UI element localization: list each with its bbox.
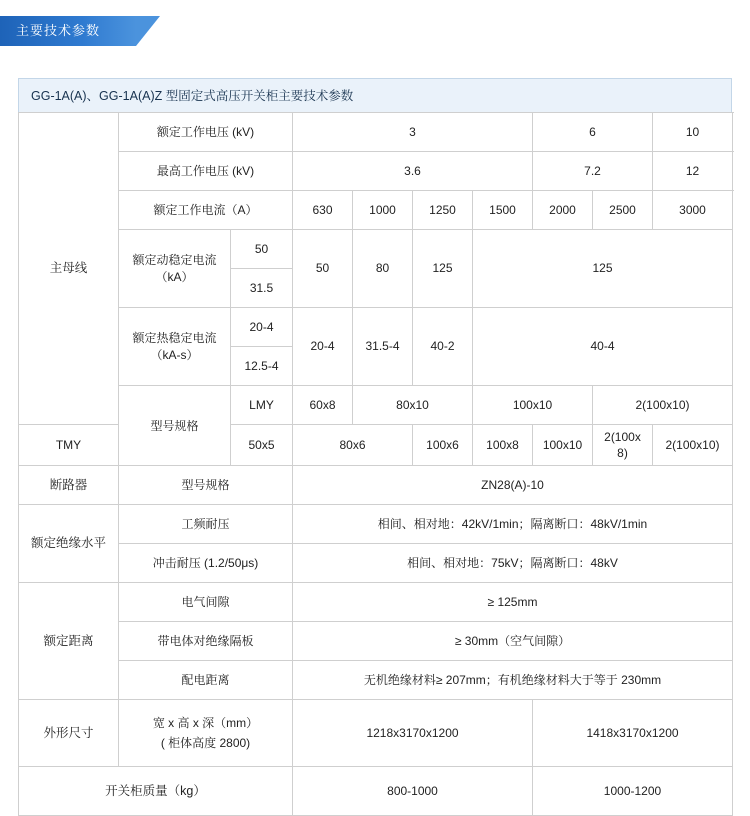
cell-dynamic-50: 50 bbox=[293, 230, 353, 308]
cell-dynamic-80: 80 bbox=[353, 230, 413, 308]
group-label-weight: 开关柜质量（kg） bbox=[19, 767, 293, 816]
group-label-insulation: 额定绝缘水平 bbox=[19, 505, 119, 583]
cell-rated-current-630: 630 bbox=[293, 191, 353, 230]
table-row bbox=[19, 230, 733, 269]
cell-thermal-204: 20-4 bbox=[293, 308, 353, 386]
cell-tmy-2-100x10: 2(100x10) bbox=[653, 425, 733, 466]
table-row bbox=[19, 466, 733, 505]
cell-rated-current-3000: 3000 bbox=[653, 191, 733, 230]
cell-live-to-barrier-value: ≥ 30mm（空气间隙） bbox=[293, 622, 733, 661]
cell-model-lmy-name: LMY bbox=[231, 386, 293, 425]
table-row bbox=[19, 622, 733, 661]
cell-thermal-404: 40-4 bbox=[473, 308, 733, 386]
cell-breaker-model-value: ZN28(A)-10 bbox=[293, 466, 733, 505]
cell-dynamic-first-315: 31.5 bbox=[231, 269, 293, 308]
row-label-rated-voltage: 额定工作电压 (kV) bbox=[119, 113, 293, 152]
cell-dimension-1418: 1418x3170x1200 bbox=[533, 700, 733, 767]
cell-rated-voltage-10: 10 bbox=[653, 113, 733, 152]
row-label-power-frequency: 工频耐压 bbox=[119, 505, 293, 544]
cell-electric-clearance-value: ≥ 125mm bbox=[293, 583, 733, 622]
table-caption: GG-1A(A)、GG-1A(A)Z 型固定式高压开关柜主要技术参数 bbox=[18, 78, 732, 112]
cell-tmy-100x10: 100x10 bbox=[533, 425, 593, 466]
spec-table bbox=[18, 112, 733, 816]
row-label-dimension bbox=[119, 700, 293, 767]
cell-thermal-3154: 31.5-4 bbox=[353, 308, 413, 386]
cell-lmy-2-100x10: 2(100x10) bbox=[593, 386, 733, 425]
cell-dynamic-first-50: 50 bbox=[231, 230, 293, 269]
cell-tmy-2-100x8: 2(100x8) bbox=[593, 425, 653, 466]
cell-tmy-50x5: 50x5 bbox=[231, 425, 293, 466]
cell-model-tmy-name: TMY bbox=[19, 425, 119, 466]
group-label-breaker: 断路器 bbox=[19, 466, 119, 505]
row-label-live-to-barrier: 带电体对绝缘隔板 bbox=[119, 622, 293, 661]
cell-impulse-value: 相间、相对地：75kV；隔离断口：48kV bbox=[293, 544, 733, 583]
cell-lmy-100x10: 100x10 bbox=[473, 386, 593, 425]
cell-max-voltage-36: 3.6 bbox=[293, 152, 533, 191]
cell-tmy-100x8: 100x8 bbox=[473, 425, 533, 466]
table-row bbox=[19, 308, 733, 347]
table-row bbox=[19, 505, 733, 544]
cell-rated-current-1500: 1500 bbox=[473, 191, 533, 230]
table-row bbox=[19, 544, 733, 583]
table-row bbox=[19, 700, 733, 767]
cell-lmy-80x10: 80x10 bbox=[353, 386, 473, 425]
cell-rated-current-1000: 1000 bbox=[353, 191, 413, 230]
cell-rated-voltage-6: 6 bbox=[533, 113, 653, 152]
cell-thermal-402: 40-2 bbox=[413, 308, 473, 386]
cell-thermal-first-1254: 12.5-4 bbox=[231, 347, 293, 386]
dimension-label-line1: 宽 x 高 x 深（mm） bbox=[152, 715, 259, 730]
cell-distribution-distance-value: 无机绝缘材料≥ 207mm；有机绝缘材料大于等于 230mm bbox=[293, 661, 733, 700]
cell-dynamic-125a: 125 bbox=[413, 230, 473, 308]
group-label-dimension: 外形尺寸 bbox=[19, 700, 119, 767]
section-title: 主要技术参数 bbox=[16, 23, 101, 38]
banner-tail-shape bbox=[136, 16, 160, 46]
row-label-electric-clearance: 电气间隙 bbox=[119, 583, 293, 622]
section-banner bbox=[0, 16, 160, 46]
row-label-distribution-distance: 配电距离 bbox=[119, 661, 293, 700]
cell-dimension-1218: 1218x3170x1200 bbox=[293, 700, 533, 767]
table-row bbox=[19, 767, 733, 816]
cell-rated-current-2500: 2500 bbox=[593, 191, 653, 230]
cell-tmy-100x6: 100x6 bbox=[413, 425, 473, 466]
row-label-breaker-model: 型号规格 bbox=[119, 466, 293, 505]
cell-tmy-80x6: 80x6 bbox=[293, 425, 413, 466]
table-row bbox=[19, 113, 733, 152]
table-row bbox=[19, 386, 733, 425]
row-label-thermal-stability: 额定热稳定电流（kA-s） bbox=[119, 308, 231, 386]
row-label-dynamic-stability: 额定动稳定电流（kA） bbox=[119, 230, 231, 308]
row-label-rated-current: 额定工作电流（A） bbox=[119, 191, 293, 230]
cell-max-voltage-12: 12 bbox=[653, 152, 733, 191]
spec-table-container bbox=[18, 78, 732, 816]
dimension-label-line2: ( 柜体高度 2800) bbox=[160, 736, 251, 751]
table-row bbox=[19, 661, 733, 700]
cell-rated-current-1250: 1250 bbox=[413, 191, 473, 230]
table-row bbox=[19, 191, 733, 230]
group-label-distance: 额定距离 bbox=[19, 583, 119, 700]
table-row bbox=[19, 152, 733, 191]
cell-weight-800-1000: 800-1000 bbox=[293, 767, 533, 816]
cell-rated-voltage-3: 3 bbox=[293, 113, 533, 152]
table-row bbox=[19, 583, 733, 622]
cell-power-frequency-value: 相间、相对地：42kV/1min；隔离断口：48kV/1min bbox=[293, 505, 733, 544]
cell-weight-1000-1200: 1000-1200 bbox=[533, 767, 733, 816]
row-label-max-voltage: 最高工作电压 (kV) bbox=[119, 152, 293, 191]
row-label-impulse: 冲击耐压 (1.2/50μs) bbox=[119, 544, 293, 583]
row-label-model-spec: 型号规格 bbox=[119, 386, 231, 466]
group-label-busbar: 主母线 bbox=[19, 113, 119, 425]
cell-rated-current-2000: 2000 bbox=[533, 191, 593, 230]
cell-lmy-60x8: 60x8 bbox=[293, 386, 353, 425]
cell-max-voltage-72: 7.2 bbox=[533, 152, 653, 191]
cell-dynamic-125b: 125 bbox=[473, 230, 733, 308]
cell-thermal-first-204: 20-4 bbox=[231, 308, 293, 347]
